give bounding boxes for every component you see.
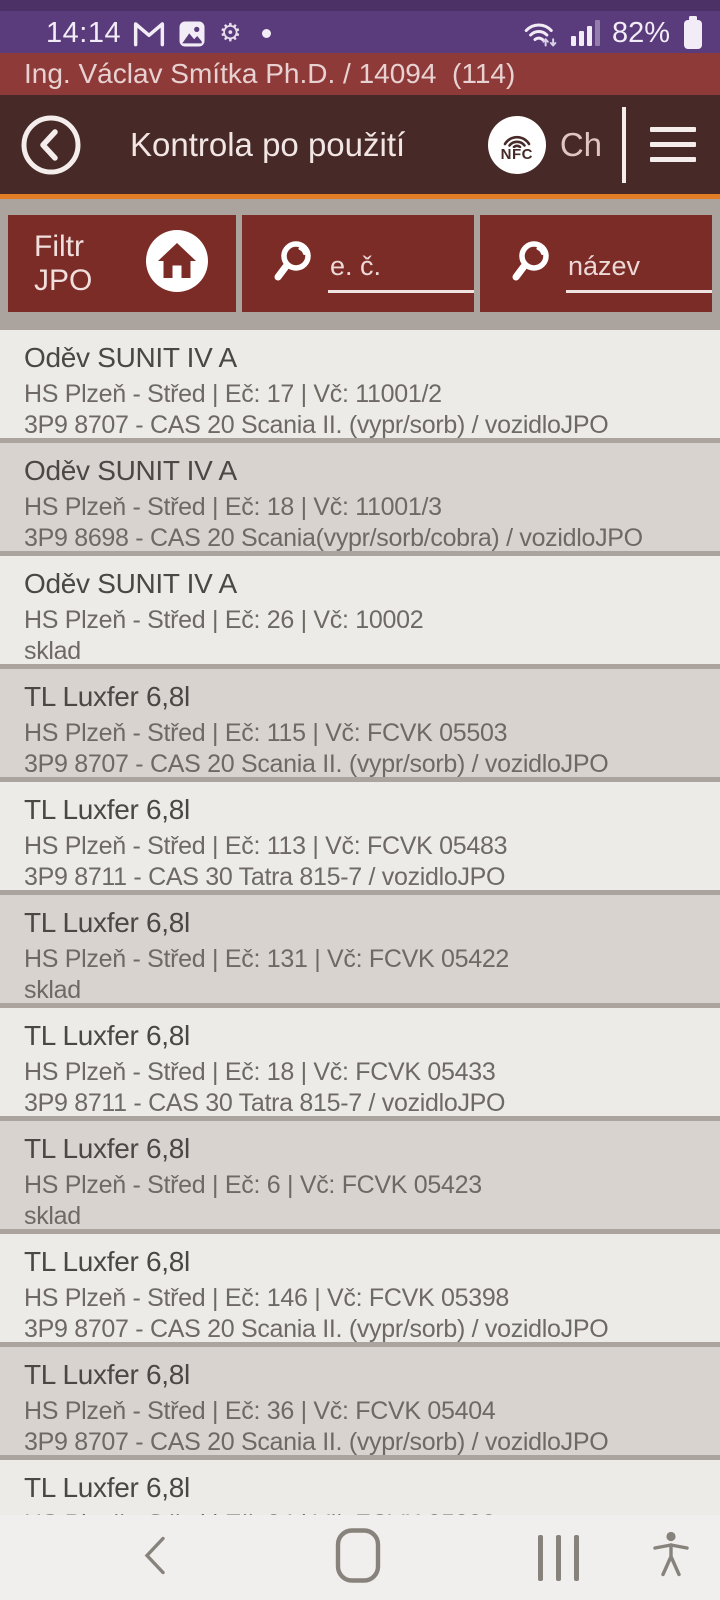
list-item[interactable] — [0, 1008, 720, 1116]
status-bar-left — [46, 17, 271, 50]
clock: 14:14 — [46, 17, 122, 49]
item-title: Oděv SUNIT IV A — [24, 455, 237, 486]
item-location: sklad — [24, 1202, 81, 1229]
app-header — [0, 95, 720, 199]
search-name-panel[interactable] — [480, 215, 712, 312]
nfc-label: NFC — [500, 146, 533, 163]
list-item[interactable] — [0, 1347, 720, 1455]
item-detail: HS Plzeň - Střed | Eč: 115 | Vč: FCVK 05503 — [24, 719, 508, 747]
item-detail: HS Plzeň - Střed | Eč: 6 | Vč: FCVK 05423 — [24, 1171, 482, 1199]
gmail-icon — [133, 21, 165, 47]
nav-home-icon[interactable] — [334, 1526, 382, 1589]
item-location: 3P9 8707 - CAS 20 Scania II. (vypr/sorb) / vozidloJPO — [24, 1428, 609, 1455]
item-title: TL Luxfer 6,8l — [24, 681, 190, 712]
item-location: 3P9 8707 - CAS 20 Scania II. (vypr/sorb) / vozidloJPO — [24, 1315, 609, 1342]
item-title: TL Luxfer 6,8l — [24, 794, 190, 825]
list-item[interactable] — [0, 782, 720, 890]
item-detail: HS Plzeň - Střed | Eč: 113 | Vč: FCVK 05483 — [24, 832, 508, 860]
item-title: TL Luxfer 6,8l — [24, 907, 190, 938]
equipment-list — [0, 330, 720, 1573]
item-title: Oděv SUNIT IV A — [24, 342, 237, 373]
gear-icon: ⚙ — [219, 19, 242, 47]
item-title: TL Luxfer 6,8l — [24, 1133, 190, 1164]
item-location: 3P9 8707 - CAS 20 Scania II. (vypr/sorb) / vozidloJPO — [24, 750, 609, 777]
item-location: 3P9 8711 - CAS 30 Tatra 815-7 / vozidloJPO — [24, 1089, 506, 1116]
search-number-input[interactable] — [328, 251, 474, 293]
item-detail: HS Plzeň - Střed | Eč: 17 | Vč: 11001/2 — [24, 380, 442, 408]
battery-icon — [682, 16, 704, 50]
item-title: TL Luxfer 6,8l — [24, 1246, 190, 1277]
header-separator — [622, 107, 626, 183]
filter-row — [8, 215, 712, 312]
item-title: TL Luxfer 6,8l — [24, 1359, 190, 1390]
item-detail: HS Plzeň - Střed | Eč: 146 | Vč: FCVK 05398 — [24, 1284, 510, 1312]
nfc-button[interactable] — [488, 116, 546, 174]
item-location: 3P9 8711 - CAS 30 Tatra 815-7 / vozidloJPO — [24, 863, 506, 890]
back-button[interactable] — [20, 114, 82, 176]
item-title: Oděv SUNIT IV A — [24, 568, 237, 599]
page-title: Kontrola po použití — [130, 125, 406, 163]
status-bar — [0, 0, 720, 53]
nav-recents-icon[interactable] — [538, 1535, 579, 1581]
menu-icon[interactable] — [650, 127, 696, 162]
list-item[interactable] — [0, 1234, 720, 1342]
wifi-icon — [521, 18, 559, 48]
search-icon — [270, 237, 318, 290]
list-item[interactable] — [0, 895, 720, 1003]
list-item[interactable] — [0, 669, 720, 777]
search-number-field[interactable] — [328, 251, 474, 293]
logged-user-bar: Ing. Václav Smítka Ph.D. / 14094 (114) — [0, 53, 720, 95]
home-station-icon — [146, 230, 208, 297]
item-detail: HS Plzeň - Střed | Eč: 18 | Vč: 11001/3 — [24, 493, 442, 521]
item-title: TL Luxfer 6,8l — [24, 1020, 190, 1051]
accessibility-icon[interactable] — [650, 1530, 692, 1585]
item-location: 3P9 8707 - CAS 20 Scania II. (vypr/sorb) / vozidloJPO — [24, 411, 609, 438]
item-detail: HS Plzeň - Střed | Eč: 18 | Vč: FCVK 05433 — [24, 1058, 496, 1086]
item-title: TL Luxfer 6,8l — [24, 1472, 190, 1503]
channel-label[interactable]: Ch — [559, 125, 602, 163]
list-item[interactable] — [0, 330, 720, 438]
battery-percent: 82% — [611, 16, 670, 49]
nav-back-icon[interactable] — [139, 1534, 169, 1581]
filter-jpo-label: Filtr JPO — [34, 229, 93, 297]
item-detail: HS Plzeň - Střed | Eč: 36 | Vč: FCVK 05404 — [24, 1397, 496, 1425]
search-number-panel[interactable] — [242, 215, 474, 312]
item-location: sklad — [24, 637, 81, 664]
signal-bars-icon — [571, 20, 600, 46]
gallery-icon — [177, 19, 207, 49]
search-name-field[interactable] — [566, 251, 712, 293]
status-bar-right — [521, 16, 704, 50]
filter-jpo-button[interactable] — [8, 215, 236, 312]
item-location: sklad — [24, 976, 81, 1003]
search-name-input[interactable] — [566, 251, 712, 293]
list-item[interactable] — [0, 556, 720, 664]
notification-dot — [262, 29, 271, 38]
item-detail: HS Plzeň - Střed | Eč: 26 | Vč: 10002 — [24, 606, 424, 634]
list-item[interactable] — [0, 1121, 720, 1229]
list-item[interactable] — [0, 443, 720, 551]
system-nav-bar — [0, 1515, 720, 1600]
item-location: 3P9 8698 - CAS 20 Scania(vypr/sorb/cobra) / vozidloJPO — [24, 524, 643, 551]
search-icon — [508, 237, 556, 290]
nfc-waves-icon — [500, 128, 534, 148]
item-detail: HS Plzeň - Střed | Eč: 131 | Vč: FCVK 05422 — [24, 945, 510, 973]
